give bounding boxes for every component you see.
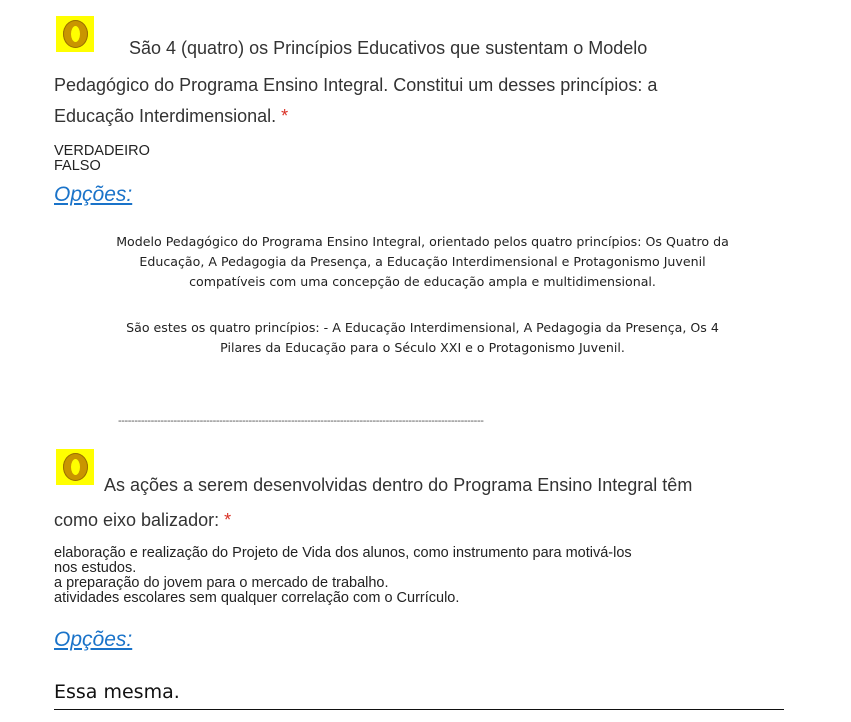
question-marker-icon (56, 449, 94, 485)
explanation-paragraph-1 (50, 232, 795, 292)
explanation-line: Educação, A Pedagogia da Presença, a Educação Interdimensional e Protagonismo Juvenil (139, 254, 706, 269)
option-item[interactable]: atividades escolares sem qualquer correlação com o Currículo. (54, 590, 460, 606)
required-asterisk: * (224, 510, 232, 530)
question-2-line-1: As ações a serem desenvolvidas dentro do Programa Ensino Integral têm (104, 475, 693, 495)
answer-field[interactable]: Essa mesma. (54, 675, 784, 710)
options-heading-2: Opções: (54, 628, 133, 651)
question-2-text-end: como eixo balizador: (54, 510, 220, 530)
options-heading-1: Opções: (54, 183, 133, 206)
question-1-line-1: São 4 (quatro) os Princípios Educativos que sustentam o Modelo (129, 38, 648, 58)
required-asterisk: * (281, 106, 289, 126)
question-1-options (54, 144, 150, 174)
option-item[interactable]: FALSO (54, 158, 101, 174)
explanation-paragraph-2 (50, 318, 795, 358)
option-item[interactable]: a preparação do jovem para o mercado de trabalho. (54, 575, 389, 591)
explanation-line: São estes os quatro princípios: - A Educação Interdimensional, A Pedagogia da Presença, Os 4 (126, 320, 719, 335)
question-1-text-end: Educação Interdimensional. (54, 106, 277, 126)
question-marker-icon (56, 16, 94, 52)
question-1-line-2: Pedagógico do Programa Ensino Integral. Constitui um desses princípios: a (54, 75, 658, 95)
question-2-line-2 (54, 505, 231, 536)
option-item[interactable]: elaboração e realização do Projeto de Vida dos alunos, como instrumento para motivá-los (54, 545, 632, 561)
explanation-line: Modelo Pedagógico do Programa Ensino Integral, orientado pelos quatro princípios: Os Quatro da (116, 234, 729, 249)
explanation-line: Pilares da Educação para o Século XXI e o Protagonismo Juvenil. (220, 340, 625, 355)
option-item[interactable]: VERDADEIRO (54, 143, 150, 159)
question-2-options (54, 546, 632, 606)
option-item-continuation: nos estudos. (54, 560, 137, 576)
explanation-line: compatíveis com uma concepção de educação ampla e multidimensional. (189, 274, 656, 289)
question-1-line-3 (54, 101, 288, 132)
dashed-separator: ---------------------------------------------------------------------------------------------------------------- (118, 415, 484, 427)
